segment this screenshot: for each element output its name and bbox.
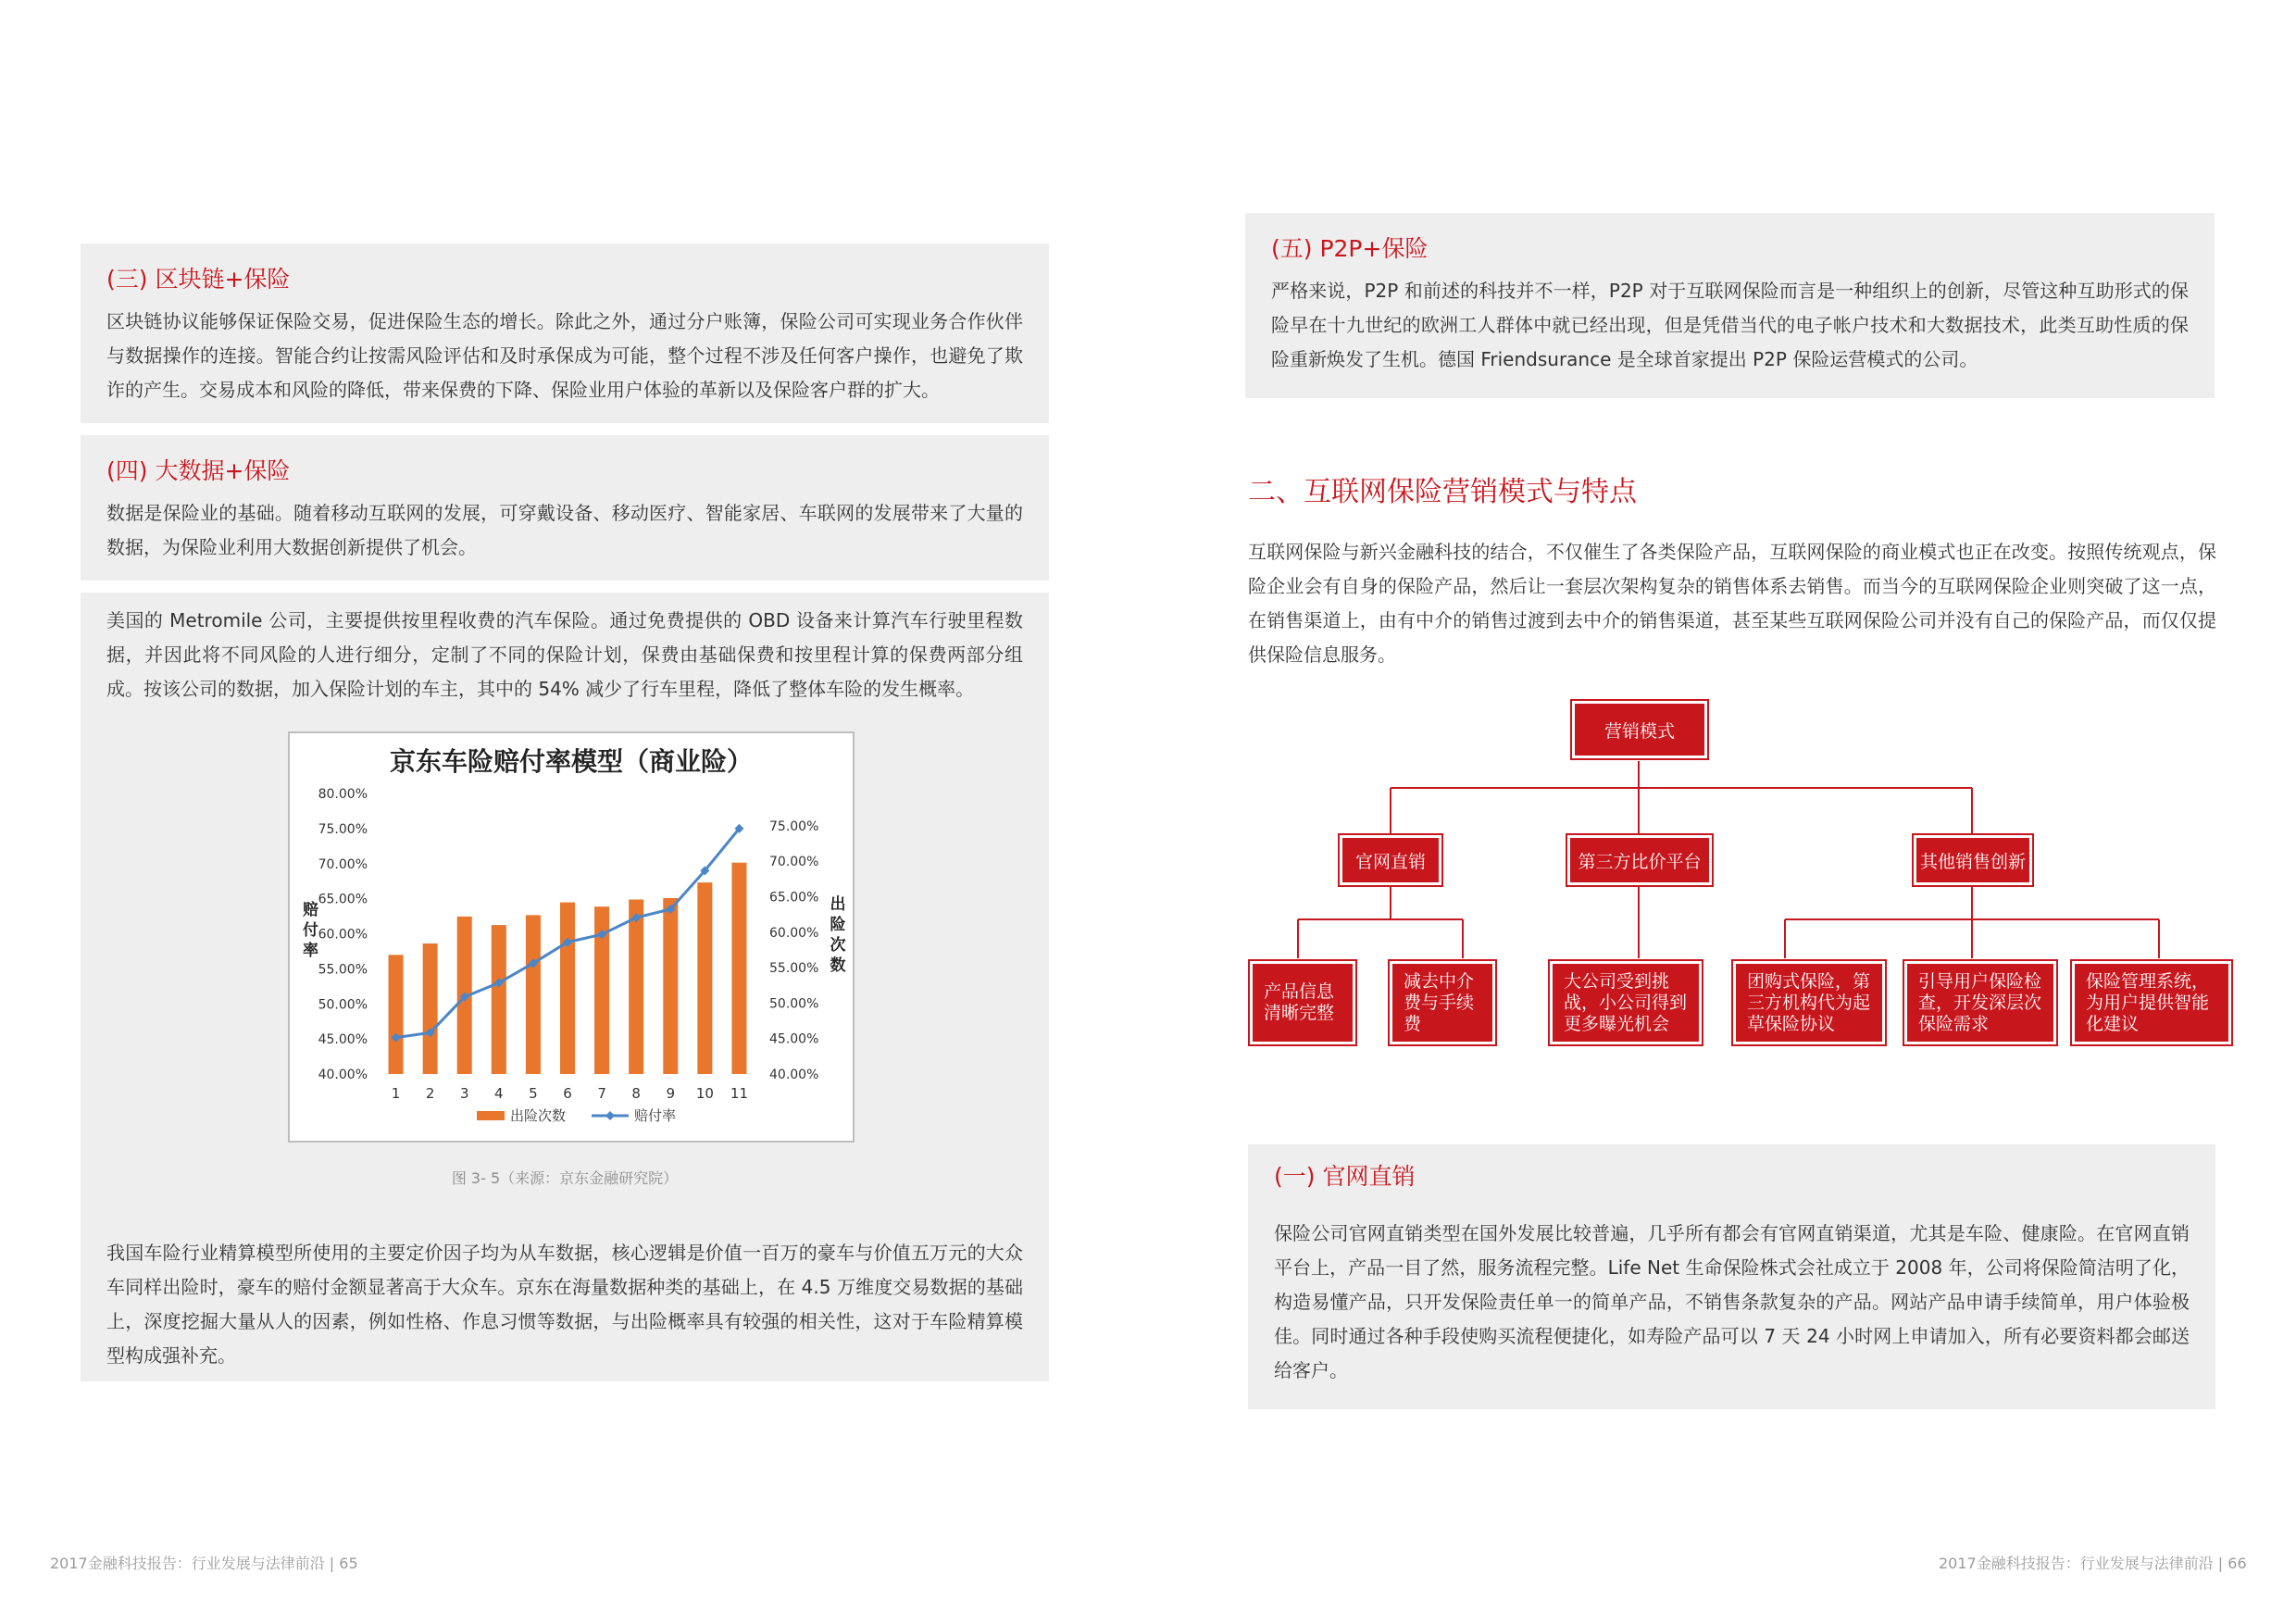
org-leaf-reduce-fees: 减去中介费与手续费 xyxy=(1390,961,1495,1044)
left-axis-label-char: 率 xyxy=(303,942,318,960)
right-tick-label: 70.00% xyxy=(769,855,819,870)
org-node-official-site: 官网直销 xyxy=(1340,835,1441,885)
bar xyxy=(526,915,541,1074)
blockchain-insurance-text: 区块链协议能够保证保险交易，促进保险生态的增长。除此之外，通过分户账簿，保险公司可实现业务合作伙伴与数据操作的连接。智能合约让按需风险评估和及时承保成为可能，整个过程不涉及任何客户操作，也避免了欺诈的产生。交易成本和风险的降低，带来保费的下降、保险业用户体验的革新以及保险客户群的扩大。 xyxy=(106,310,1023,401)
right-axis-label-char: 险 xyxy=(830,916,846,934)
org-leaf-product-info: 产品信息清晰完整 xyxy=(1250,961,1355,1044)
left-tick-label: 65.00% xyxy=(318,892,368,907)
official-direct-sales-text: 保险公司官网直销类型在国外发展比较普遍，几乎所有都会有官网直销渠道，尤其是车险、健康险。在官网直销平台上，产品一目了然，服务流程完整。Life Net 生命保险株式会社成立于 2008 年，公司将保险简洁明了化，构造易懂产品，只开发保险责任单一的简单产品，不销售条款复杂的产品。网站产品申请手续简单，用户体验极佳。同时通过各种手段使购买流程便捷化，如寿险产品可以 7 天 24 小时网上申请加入，所有必要资料都会邮送给客户。 xyxy=(1274,1222,2190,1381)
right-tick-label: 75.00% xyxy=(769,818,819,834)
category-label: 6 xyxy=(563,1085,572,1102)
right-axis-label-char: 出 xyxy=(830,895,846,914)
category-label: 1 xyxy=(391,1085,401,1102)
right-tick-label: 50.00% xyxy=(769,996,819,1012)
category-label: 5 xyxy=(529,1085,538,1102)
org-root-node: 营销模式 xyxy=(1572,701,1707,758)
bar xyxy=(492,925,506,1074)
org-leaf-group-insurance: 团购式保险，第三方机构代为起草保险协议 xyxy=(1733,961,1885,1044)
bar xyxy=(423,943,438,1074)
right-tick-label: 40.00% xyxy=(769,1068,819,1082)
legend-label-bars: 出险次数 xyxy=(510,1107,567,1124)
org-leaf-guide-users: 引导用户保险检查，开发深层次保险需求 xyxy=(1904,961,2056,1044)
metromile-text: 美国的 Metromile 公司，主要提供按里程收费的汽车保险。通过免费提供的 OBD 设备来计算汽车行驶里程数据，并因此将不同风险的人进行细分，定制了不同的保险计划，保费由基础保费和按里程计算的保费两部分组成。按该公司的数据，加入保险计划的车主，其中的 54% 减少了行车里程，降低了整体车险的发生概率。 xyxy=(106,609,1023,700)
marketing-model-org-chart xyxy=(1241,690,2240,1060)
category-label: 9 xyxy=(666,1085,676,1102)
left-tick-label: 50.00% xyxy=(318,997,368,1013)
chart-canvas xyxy=(290,733,853,1141)
org-node-other-innovation: 其他销售创新 xyxy=(1914,835,2032,885)
bigdata-insurance-box xyxy=(81,435,1049,581)
chart-title: 京东车险赔付率模型（商业险） xyxy=(389,746,754,777)
legend-swatch-marker xyxy=(605,1111,615,1120)
left-tick-label: 70.00% xyxy=(318,856,368,872)
right-footer: 2017金融科技报告：行业发展与法律前沿 | 66 xyxy=(1939,1555,2247,1572)
official-direct-sales-title: (一) 官网直销 xyxy=(1274,1163,1416,1190)
bar xyxy=(663,898,678,1074)
right-tick-label: 45.00% xyxy=(769,1031,819,1047)
right-tick-label: 60.00% xyxy=(769,925,819,941)
right-tick-label: 65.00% xyxy=(769,890,819,906)
left-axis-label-char: 赔 xyxy=(303,901,318,919)
blockchain-insurance-title: (三) 区块链+保险 xyxy=(106,266,291,293)
bigdata-insurance-title: (四) 大数据+保险 xyxy=(106,457,291,484)
right-axis-label-char: 次 xyxy=(830,936,846,955)
official-direct-sales-box xyxy=(1248,1144,2215,1409)
legend-label-line: 赔付率 xyxy=(634,1107,677,1124)
blockchain-insurance-box xyxy=(81,244,1049,423)
p2p-insurance-box xyxy=(1245,213,2215,398)
bar xyxy=(629,900,643,1074)
left-tick-label: 40.00% xyxy=(318,1068,368,1082)
org-leaf-management-system: 保险管理系统，为用户提供智能化建议 xyxy=(2072,961,2231,1044)
category-label: 3 xyxy=(459,1085,469,1102)
category-label: 4 xyxy=(494,1085,504,1102)
p2p-insurance-text: 严格来说，P2P 和前述的科技并不一样，P2P 对于互联网保险而言是一种组织上的创新，尽管这种互助形式的保险早在十九世纪的欧洲工人群体中就已经出现，但是凭借当代的电子帐户技术和大数据技术，此类互助性质的保险重新焕发了生机。德国 Friendsurance 是全球首家提出 P2P 保险运营模式的公司。 xyxy=(1271,280,2189,370)
org-leaf-company-exposure: 大公司受到挑战，小公司得到更多曝光机会 xyxy=(1550,961,1702,1044)
category-label: 2 xyxy=(425,1085,435,1102)
left-footer: 2017金融科技报告：行业发展与法律前沿 | 65 xyxy=(50,1555,358,1572)
right-tick-label: 55.00% xyxy=(769,961,819,977)
org-node-comparison-platform: 第三方比价平台 xyxy=(1567,835,1712,885)
p2p-insurance-title: (五) P2P+保险 xyxy=(1271,235,1429,262)
left-tick-label: 60.00% xyxy=(318,927,368,943)
bigdata-insurance-text: 数据是保险业的基础。随着移动互联网的发展，可穿戴设备、移动医疗、智能家居、车联网的发展带来了大量的数据，为保险业利用大数据创新提供了机会。 xyxy=(106,502,1023,558)
category-label: 7 xyxy=(597,1085,606,1102)
bar xyxy=(697,882,712,1074)
bar xyxy=(389,955,404,1074)
left-tick-label: 45.00% xyxy=(318,1032,368,1048)
category-label: 11 xyxy=(730,1085,749,1102)
figure-caption: 图 3- 5（来源：京东金融研究院） xyxy=(451,1169,679,1187)
right-axis-label-char: 数 xyxy=(830,956,846,975)
left-tick-label: 75.00% xyxy=(318,821,368,837)
category-label: 8 xyxy=(631,1085,641,1102)
legend-swatch-bars xyxy=(477,1111,505,1120)
category-label: 10 xyxy=(695,1085,714,1102)
bar xyxy=(560,903,575,1074)
claim-ratio-chart xyxy=(288,731,855,1143)
section-title: 二、互联网保险营销模式与特点 xyxy=(1248,476,1637,508)
bar xyxy=(731,863,746,1074)
actuarial-model-text: 我国车险行业精算模型所使用的主要定价因子均为从车数据，核心逻辑是价值一百万的豪车与价值五万元的大众车同样出险时，豪车的赔付金额显著高于大众车。京东在海量数据种类的基础上，在 4.5 万维度交易数据的基础上，深度挖掘大量从人的因素，例如性格、作息习惯等数据，与出险概率具有较强的相关性，这对于车险精算模型构成强补充。 xyxy=(106,1242,1023,1367)
left-tick-label: 80.00% xyxy=(318,787,368,802)
section-intro-text: 互联网保险与新兴金融科技的结合，不仅催生了各类保险产品，互联网保险的商业模式也正在改变。按照传统观点，保险企业会有自身的保险产品，然后让一套层次架构复杂的销售体系去销售。而当今的互联网保险企业则突破了这一点，在销售渠道上，由有中介的销售过渡到去中介的销售渠道，甚至某些互联网保险公司并没有自己的保险产品，而仅仅提供保险信息服务。 xyxy=(1248,541,2216,666)
left-tick-label: 55.00% xyxy=(318,962,368,978)
left-axis-label-char: 付 xyxy=(303,921,318,940)
